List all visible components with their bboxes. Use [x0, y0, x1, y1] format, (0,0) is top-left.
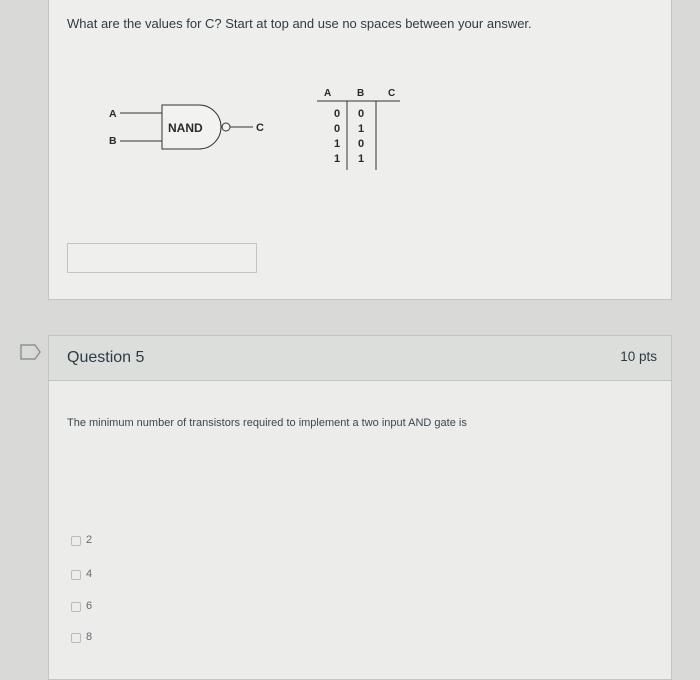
answer-option-label: 6 [86, 600, 93, 612]
question-text: The minimum number of transistors required to implement a two input AND gate is [67, 417, 467, 429]
question-header [49, 336, 671, 381]
radio-button-icon[interactable] [71, 536, 81, 546]
radio-button-icon[interactable] [71, 633, 81, 643]
question-4-prompt: What are the values for C? Start at top and use no spaces between your answer. [67, 16, 532, 31]
question-points: 10 pts [620, 349, 657, 364]
truth-table-cell-a: 1 [334, 153, 341, 165]
nand-gate-diagram [49, 0, 673, 200]
radio-button-icon[interactable] [71, 602, 81, 612]
truth-table [317, 88, 400, 170]
answer-option-label: 8 [86, 631, 93, 643]
truth-table-cell-b: 0 [358, 138, 365, 150]
question-title: Question 5 [67, 349, 145, 366]
answer-option-label: 2 [86, 534, 93, 546]
truth-table-cell-b: 1 [358, 123, 365, 135]
truth-table-cell-a: 0 [334, 123, 341, 135]
gate-type-label: NAND [168, 121, 203, 135]
input-b-label: B [109, 135, 117, 147]
answer-option-label: 4 [86, 568, 93, 580]
truth-table-header-a: A [324, 88, 332, 99]
truth-table-header-c: C [388, 88, 396, 99]
answer-input[interactable] [67, 243, 257, 273]
input-a-label: A [109, 108, 117, 120]
truth-table-cell-b: 0 [358, 108, 365, 120]
truth-table-cell-a: 1 [334, 138, 341, 150]
question-5-card [48, 335, 672, 680]
truth-table-cell-b: 1 [358, 153, 365, 165]
bookmark-flag-icon[interactable] [20, 344, 42, 360]
output-c-label: C [256, 122, 264, 134]
truth-table-header-b: B [357, 88, 365, 99]
question-4-card [48, 0, 672, 300]
truth-table-cell-a: 0 [334, 108, 341, 120]
radio-button-icon[interactable] [71, 570, 81, 580]
